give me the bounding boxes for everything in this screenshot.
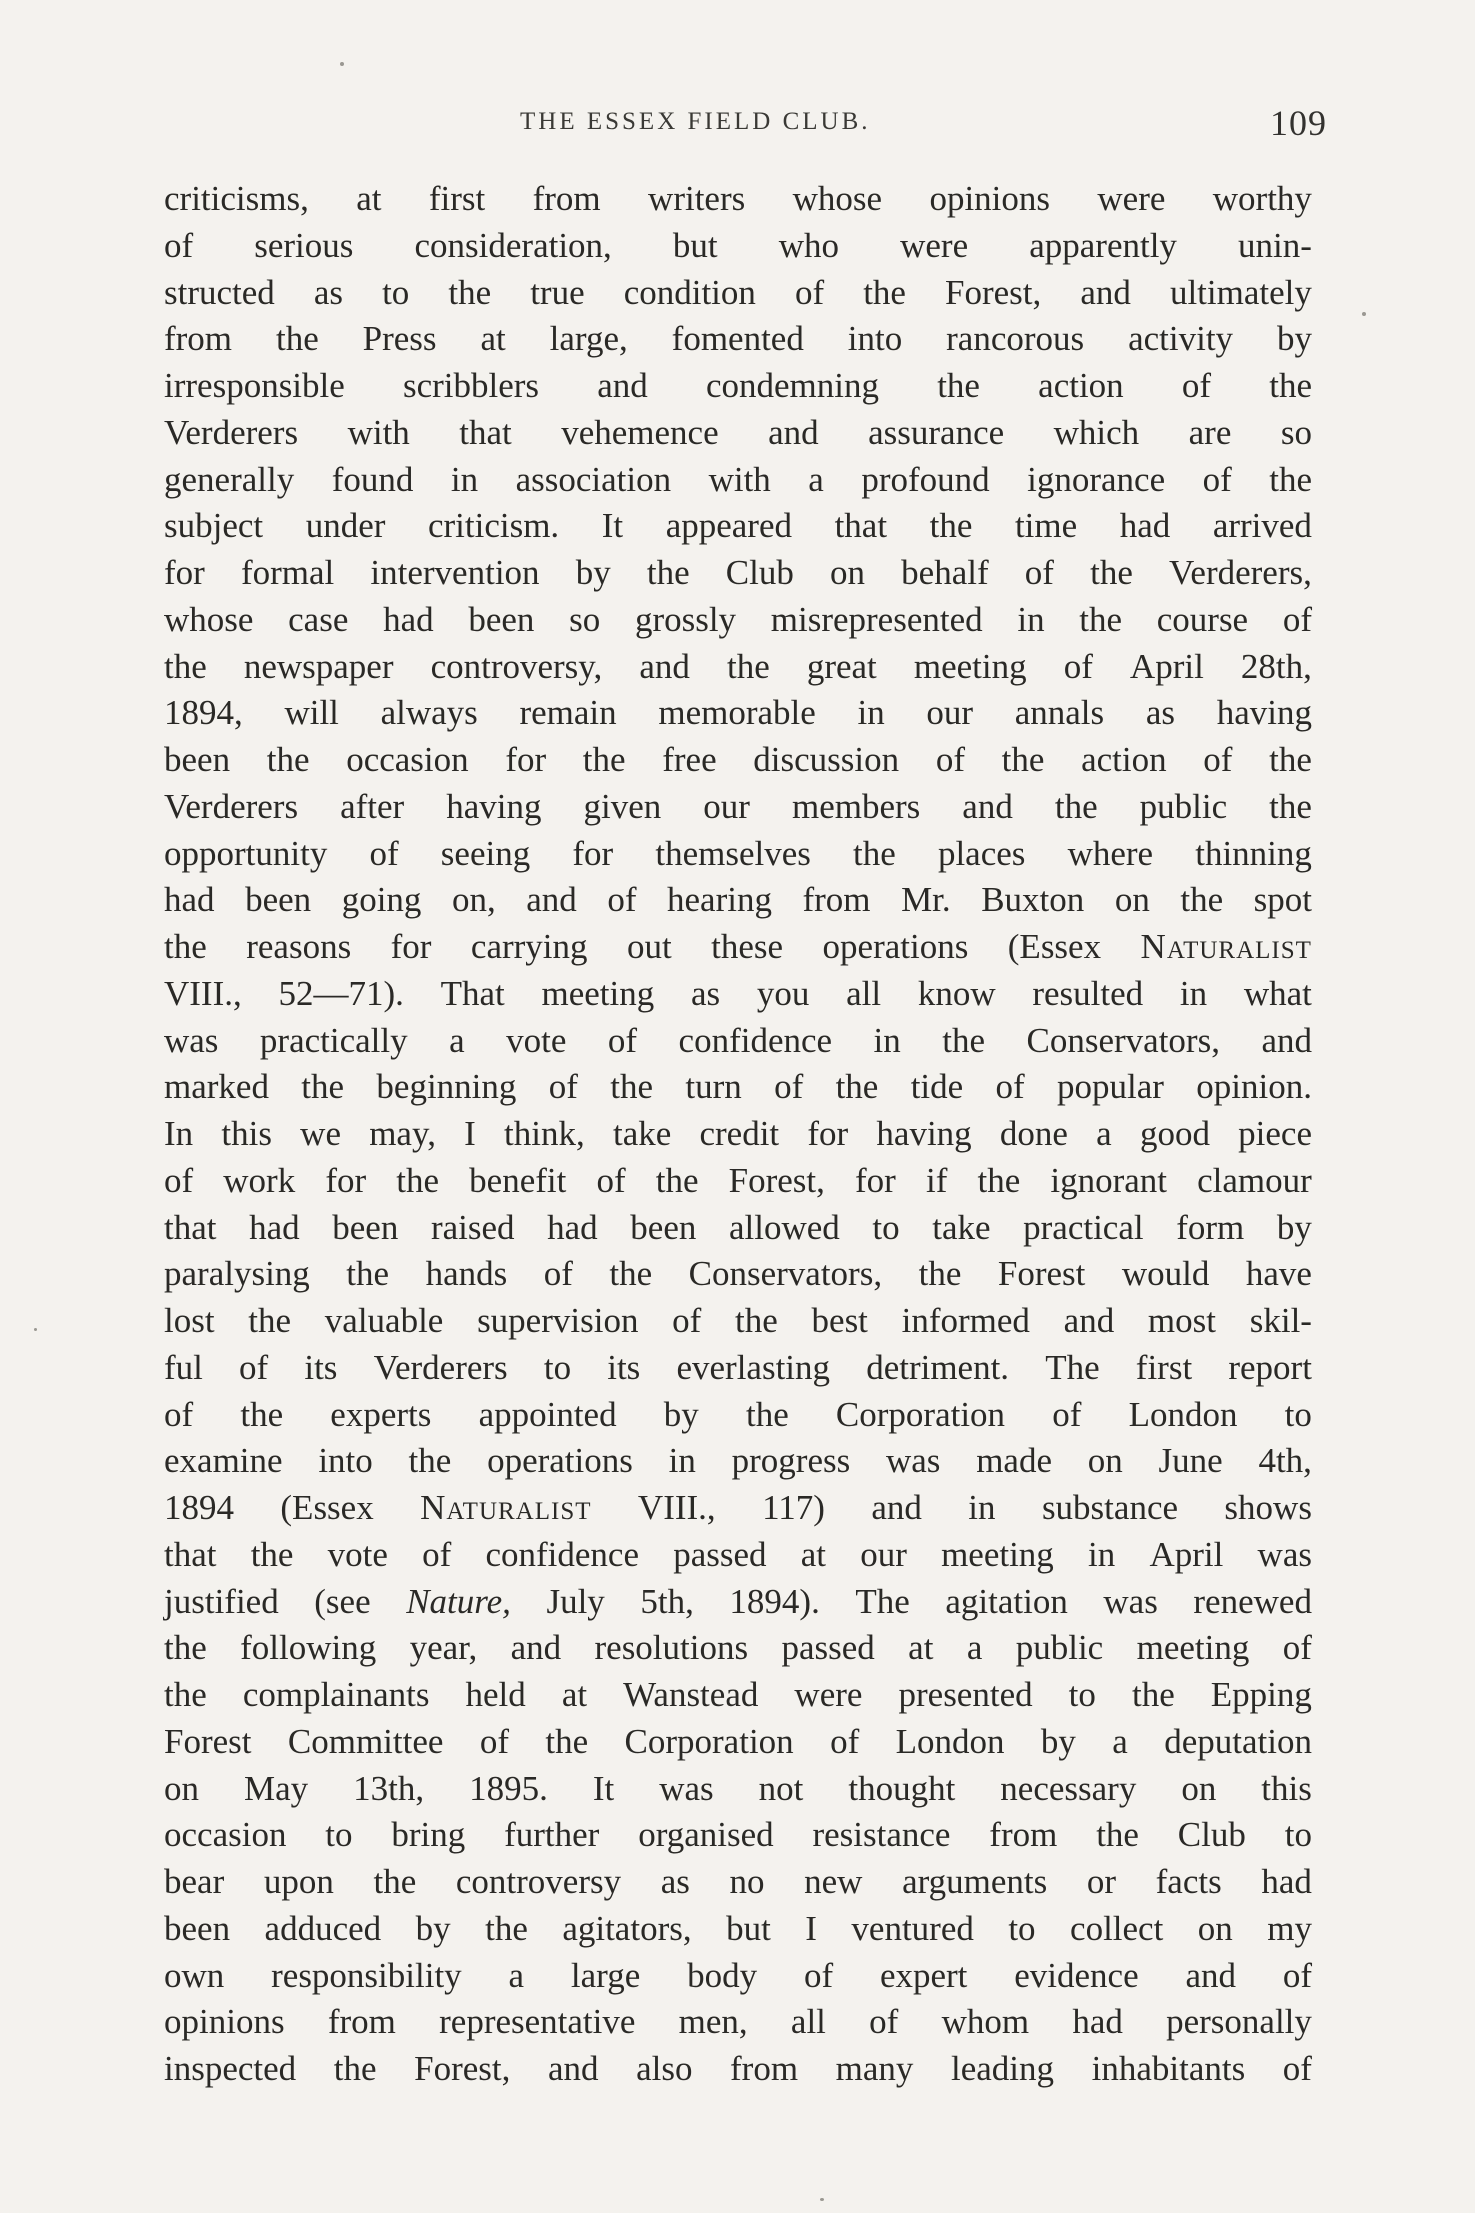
text-line: examine into the operations in progress was made on June 4th, (164, 1441, 1312, 1481)
text-line: Verderers after having given our members and the public the (164, 786, 1312, 826)
running-head (0, 103, 1475, 148)
text-line: VIII., 52—71). That meeting as you all know resulted in what (164, 973, 1312, 1013)
text-line: generally found in association with a profound ignorance of the (164, 459, 1312, 499)
text-line: Verderers with that vehemence and assurance which are so (164, 412, 1312, 452)
body-text (164, 176, 1312, 2093)
text-line: marked the beginning of the turn of the tide of popular opinion. (164, 1067, 1312, 1107)
ink-speck (34, 1328, 37, 1331)
text-line: criticisms, at first from writers whose opinions were worthy (164, 179, 1312, 218)
text-line: irresponsible scribblers and condemning the action of the (164, 366, 1312, 405)
running-title: THE ESSEX FIELD CLUB. (520, 108, 871, 135)
text-line: whose case had been so grossly misrepresented in the course of (164, 599, 1312, 639)
text-line: on May 13th, 1895. It was not thought necessary on this (164, 1768, 1312, 1808)
text-line: that had been raised had been allowed to take practical form by (164, 1207, 1312, 1247)
text-line: own responsibility a large body of expert evidence and of (164, 1955, 1312, 1995)
text-line: been adduced by the agitators, but I ventured to collect on my (164, 1908, 1312, 1948)
ink-speck (340, 62, 344, 66)
text-line: bear upon the controversy as no new arguments or facts had (164, 1862, 1312, 1901)
text-line: of work for the benefit of the Forest, for if the ignorant clamour (164, 1160, 1312, 1200)
text-line: occasion to bring further organised resistance from the Club to (164, 1815, 1312, 1855)
text-line: had been going on, and of hearing from Mr. Buxton on the spot (164, 880, 1312, 920)
text-line: subject under criticism. It appeared that the time had arrived (164, 506, 1312, 546)
text-line: the newspaper controversy, and the great meeting of April 28th, (164, 646, 1312, 686)
text-line: from the Press at large, fomented into rancorous activity by (164, 319, 1312, 359)
text-line: inspected the Forest, and also from many leading inhabitants of (164, 2049, 1312, 2088)
page-number: 109 (1270, 103, 1327, 143)
text-line: of the experts appointed by the Corporation of London to (164, 1394, 1312, 1434)
text-line: was practically a vote of confidence in the Conservators, and (164, 1020, 1312, 1060)
text-line: Forest Committee of the Corporation of London by a deputation (164, 1721, 1312, 1761)
text-line: justified (see Nature, July 5th, 1894). The agitation was renewed (164, 1581, 1312, 1621)
ink-speck (820, 2198, 824, 2201)
text-line: 1894, will always remain memorable in our annals as having (164, 693, 1312, 733)
text-line: of serious consideration, but who were apparently unin- (164, 225, 1312, 265)
text-line: the reasons for carrying out these operations (Essex Naturalist (164, 927, 1312, 966)
text-line: opinions from representative men, all of whom had personally (164, 2002, 1312, 2042)
text-line: been the occasion for the free discussion of the action of the (164, 740, 1312, 779)
text-line: ful of its Verderers to its everlasting detriment. The first report (164, 1347, 1312, 1387)
text-line: lost the valuable supervision of the best informed and most skil- (164, 1301, 1312, 1340)
text-line: In this we may, I think, take credit for having done a good piece (164, 1114, 1312, 1153)
text-line: for formal intervention by the Club on behalf of the Verderers, (164, 553, 1312, 592)
text-line: opportunity of seeing for themselves the places where thinning (164, 833, 1312, 873)
text-line: that the vote of confidence passed at our meeting in April was (164, 1534, 1312, 1574)
text-line: structed as to the true condition of the Forest, and ultimately (164, 272, 1312, 312)
text-line: paralysing the hands of the Conservators, the Forest would have (164, 1254, 1312, 1294)
text-line: 1894 (Essex Naturalist VIII., 117) and in substance shows (164, 1488, 1312, 1527)
text-line: the complainants held at Wanstead were presented to the Epping (164, 1675, 1312, 1714)
ink-speck (1362, 312, 1366, 316)
text-line: the following year, and resolutions passed at a public meeting of (164, 1628, 1312, 1668)
